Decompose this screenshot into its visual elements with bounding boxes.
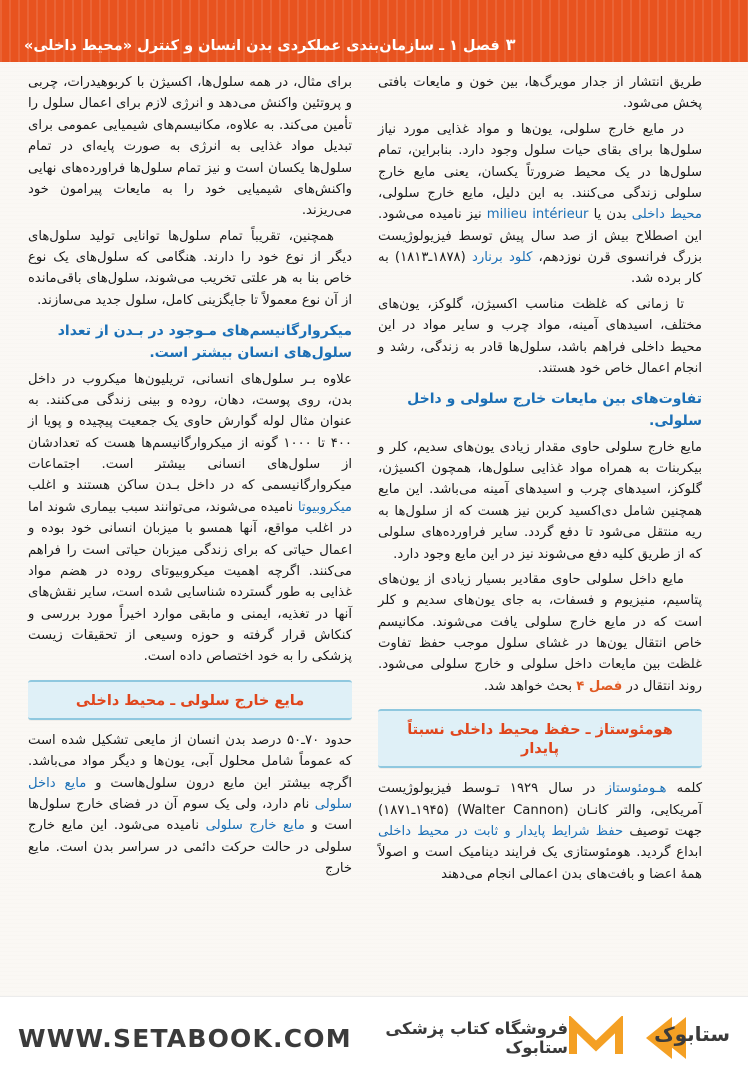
paragraph: مایع خارج سلولی حاوی مقدار زیادی یون‌های سدیم، کلر و بیکربنات به همراه مواد غذایی سلول‌ها، همچون اکسیژن، گلوکز، اسیدهای چرب و اسیدهای آمینه می‌باشد. این مایع همچنین شامل دی‌اکسید کربن نیز هست که از سلول‌ها به ریه منتقل می‌شود تا دفع گردد. سایر فراورده‌های سلولی که از طریق کلیه دفع می‌شوند نیز در این مایع وجود دارد. — [378, 439, 702, 562]
section-banner-extracellular-fluid-label: مایع خارج سلولی ـ محیط داخلی — [75, 692, 305, 709]
keyword-stable-conditions: حفظ شرایط پایدار و ثابت در محیط داخلی — [378, 823, 624, 839]
keyword-microbiota: میکروبیوتا — [297, 499, 352, 515]
two-column-text — [28, 72, 702, 996]
keyword-internal-environment: محیط داخلی — [631, 207, 702, 223]
page-content — [0, 62, 748, 996]
paragraph: حدود ۷۰ـ۵۰ درصد بدن انسان از مایعی تشکیل شده است که عموماً شامل محلول آبی، یون‌ها و دیگر مواد می‌باشد. اگرچه بیشتر این مایع درون سلول‌هاست و مایع داخل سلولی نام دارد، ولی یک سوم آن در فضای خارج سلول‌ها است و مایع خارج سلولی نامیده می‌شود. این مایع خارج سلولی در حالت حرکت دائمی در سراسر بدن است. مایع خارج — [28, 732, 353, 876]
keyword-milieu-interieur: milieu intérieur — [486, 207, 589, 223]
section-banner-homeostasis — [378, 709, 702, 768]
cross-reference-chapter4: فصل ۴ — [576, 678, 623, 694]
footer-shop-text: فروشگاه کتاب پزشکی ستابوک — [385, 1019, 568, 1057]
page-header — [0, 0, 748, 62]
keyword-homeostasis: هـومئوستاز — [605, 781, 667, 797]
publisher-logo — [568, 1013, 730, 1063]
chapter-title: فصل ۱ ـ سازمان‌بندی عملکردی بدن انسان و کنترل «محیط داخلی» — [24, 38, 500, 54]
m-mark-icon — [568, 1015, 624, 1061]
paragraph: مایع داخل سلولی حاوی مقادیر بسیار زیادی از یون‌های پتاسیم، منیزیوم و فسفات، به جای یون‌های سدیم و کلر است که در مایع خارج سلولی یافت می‌شوند. مکانیسم خاص انتقال یون‌ها در غشای سلول موجب حفظ تفاوت غلظت بین مایعات داخل سلولی و خارج سلولی می‌شود. روند انتقال در فصل ۴ بحث خواهد شد. — [378, 571, 702, 694]
page-number: ۳ — [505, 35, 516, 54]
keyword-claude-bernard: کلود برنارد — [471, 250, 533, 265]
paragraph: تا زمانی که غلظت مناسب اکسیژن، گلوکز، یون‌های مختلف، اسیدهای آمینه، مواد چرب و سایر مواد در این محیط داخلی فراهم باشد، سلول‌ها قادر به زندگی، رشد و انجام اعمال خاص خود هستند. — [378, 296, 702, 376]
keyword-intracellular-fluid: مایع داخل سلولی — [28, 775, 352, 812]
setabook-logo-word: ستابوک — [654, 1022, 730, 1046]
footer-bar — [0, 996, 748, 1079]
paragraph: طریق انتشار از جدار مویرگ‌ها، بین خون و مایعات بافتی پخش می‌شود. — [378, 75, 702, 112]
paragraph: برای مثال، در همه سلول‌ها، اکسیژن با کربوهیدرات، چربی و پروتئین واکنش می‌دهد و انرژی لازم برای اعمال سلول را تأمین می‌کند. به علاوه، مکانیسم‌های شیمیایی عمومی برای تبدیل مواد غذایی به انرژی به صورت پایه‌ای در تمام سلول‌ها یکسان است و نیز تمام سلول‌ها فراورده‌های نهایی واکنش‌های شیمیایی خود را به مایعات پیرامون خود می‌ریزند. — [28, 75, 352, 219]
paragraph: در مایع خارج سلولی، یون‌ها و مواد غذایی مورد نیاز سلول‌ها برای بقای حیات سلول وجود دارد. بنابراین، تمام سلول‌ها در یک محیط ضرورتاً یکسان، یعنی مایع خارج سلولی زندگی می‌کنند. به این دلیل، مایع خارج سلولی، محیط داخلی بدن یا milieu intérieur نیز نامیده می‌شود. این اصطلاح بیش از صد سال پیش توسط فیزیولوژیست بزرگ فرانسوی قرن نوزدهم، کلود برنارد (۱۸۷۸ـ۱۸۱۳) به کار برده شد. — [378, 121, 702, 287]
footer-site-url[interactable]: WWW.SETABOOK.COM — [18, 1023, 352, 1053]
paragraph: کلمه هـومئوستاز در سال ۱۹۲۹ تـوسط فیزیولوژیست آمریکایی، والتر کانـان (Walter Cannon) (۱۹۴۵ـ۱۸۷۱) جهت توصیف حفظ شرایط پایدار و ثابت در محیط داخلی ابداع گردید. هومئوستازی یک فرایند دینامیک است و اصولاً همهٔ اعضا و بافت‌های بدن اعمالی انجام می‌دهند — [378, 781, 702, 882]
section-banner-homeostasis-label: هومئوستاز ـ حفظ محیط داخلی نسبتاً پایدار — [407, 722, 673, 758]
keyword-extracellular-fluid: مایع خارج سلولی — [205, 818, 305, 834]
setabook-logo-icon — [634, 1013, 730, 1063]
subheading-microorganisms: میکروارگانیسم‌های مـوجود در بـدن از تعداد سلول‌های انسان بیشتر است. — [57, 323, 352, 361]
paragraph: علاوه بـر سلول‌های انسانی، تریلیون‌ها میکروب در داخل بدن، روی پوست، دهان، روده و بینی زندگی می‌کنند. به عنوان مثال لوله گوارش حاوی یک جمعیت پیچیده و پویا از ۴۰۰ تا ۱۰۰۰ گونه از میکروارگانیسم‌ها هست که تعدادشان از سلول‌های انسانی بیشتر است. اجتماعات میکروارگانیسمی که در داخل بـدن ساکن هستند و اغلب میکروبیوتا نامیده می‌شوند، می‌توانند سبب بیماری شوند اما در اغلب مواقع، آنها همسو با میزبان انسانی خود بوده و اعمال حیاتی که برای زندگی میزبان حیاتی است را فراهم می‌کنند. اگرچه اهمیت میکروبیوتای روده در هضم مواد غذایی به طور گسترده شناسایی شده است، سایر نقش‌های آنها در تغذیه، ایمنی و مابقی موارد اخیراً مورد بررسی و کنکاش قرار گرفته و حوزه وسیعی از تحقیقات زیست پزشکی را به خود اختصاص داده است. — [28, 371, 352, 665]
paragraph: همچنین، تقریباً تمام سلول‌ها توانایی تولید سلول‌های دیگر از نوع خود را دارند. هنگامی که سلول‌های یک نوع خاص بنا به هر علتی تخریب می‌شوند، سلول‌های باقی‌مانده از آن نوع معمولاً تا جایگزینی کامل، سلول جدید می‌سازند. — [28, 228, 352, 308]
column-left — [28, 72, 352, 996]
subheading-fluid-differences: تفاوت‌های بین مایعات خارج سلولی و داخل سلولی. — [407, 391, 702, 429]
section-banner-extracellular-fluid — [28, 680, 352, 720]
column-right — [378, 72, 702, 996]
